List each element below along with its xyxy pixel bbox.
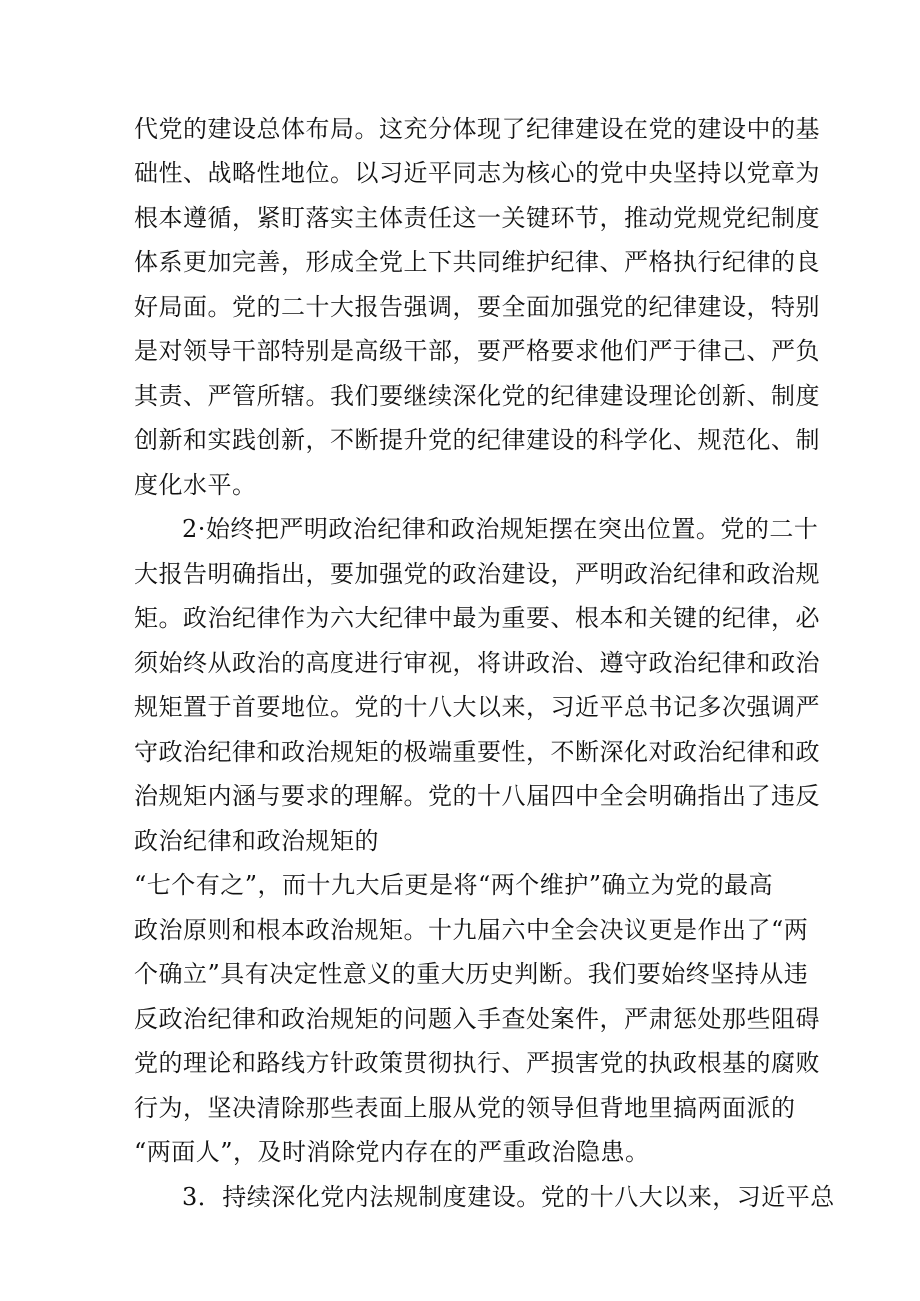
text-line: 矩。政治纪律作为六大纪律中最为重要、根本和关键的纪律，必 [134,604,820,632]
text-line: 党的理论和路线方针政策贯彻执行、严损害党的执政根基的腐败 [134,1049,820,1077]
text-line: 政治原则和根本政治规矩。十九届六中全会决议更是作出了“两 [134,916,809,944]
text-line: 须始终从政治的高度进行审视，将讲政治、遵守政治纪律和政治 [134,649,820,677]
text-line: 反政治纪律和政治规矩的问题入手查处案件，严肃惩处那些阻碍 [134,1005,820,1033]
text-line: 其责、严管所辖。我们要继续深化党的纪律建设理论创新、制度 [134,382,820,410]
text-line: 规矩置于首要地位。党的十八大以来，习近平总书记多次强调严 [134,693,820,721]
text-line: 行为，坚决清除那些表面上服从党的领导但背地里搞两面派的 [134,1094,796,1122]
text-line: 度化水平。 [134,471,257,499]
text-line: 创新和实践创新，不断提升党的纪律建设的科学化、规范化、制 [134,426,820,454]
text-line: 是对领导干部特别是高级干部，要严格要求他们严于律己、严负 [134,337,820,365]
text-line: 政治纪律和政治规矩的 [134,827,379,855]
text-line: 础性、战略性地位。以习近平同志为核心的党中央坚持以党章为 [134,159,820,187]
text-line: 守政治纪律和政治规矩的极端重要性，不断深化对政治纪律和政 [134,738,820,766]
text-line: 好局面。党的二十大报告强调，要全面加强党的纪律建设，特别 [134,293,820,321]
text-line: 大报告明确指出，要加强党的政治建设，严明政治纪律和政治规 [134,560,820,588]
text-line: 个确立”具有决定性意义的重大历史判断。我们要始终坚持从违 [134,960,809,988]
text-line: 代党的建设总体布局。这充分体现了纪律建设在党的建设中的基 [134,115,820,143]
section-3-heading-line: 3．持续深化党内法规制度建设。党的十八大以来，习近平总 [182,1183,835,1211]
text-line: 治规矩内涵与要求的理解。党的十八届四中全会明确指出了违反 [134,782,820,810]
text-line: 体系更加完善，形成全党上下共同维护纪律、严格执行纪律的良 [134,248,820,276]
text-line: 根本遵循，紧盯落实主体责任这一关键环节，推动党规党纪制度 [134,204,820,232]
section-2-heading-line: 2·始终把严明政治纪律和政治规矩摆在突出位置。党的二十 [182,515,819,543]
text-line: “两面人”，及时消除党内存在的严重政治隐患。 [134,1138,650,1166]
text-line: “七个有之”，而十九大后更是将“两个维护”确立为党的最高 [134,871,774,899]
